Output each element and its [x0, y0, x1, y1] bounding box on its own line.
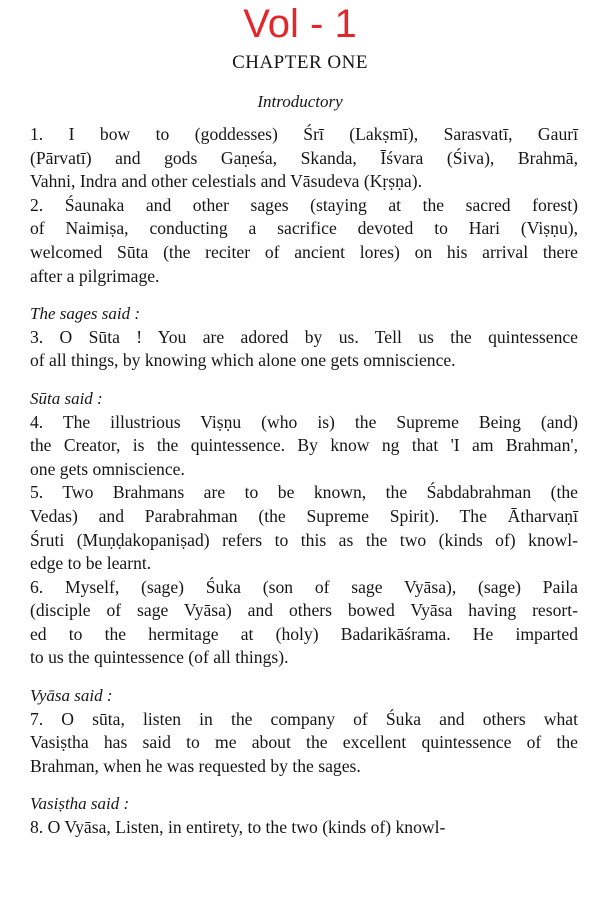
verse-line: after a pilgrimage. — [30, 265, 160, 286]
verse-line: of Naimiṣa, conducting a sacrifice devoted to Hari (Viṣṇu), — [30, 218, 578, 239]
verse-line: of all things, by knowing which alone one gets omniscience. — [30, 350, 456, 371]
verse-line: the Creator, is the quintessence. By know ng that 'I am Brahman', — [30, 435, 578, 456]
verse-line: Vahni, Indra and other celestials and Vāsudeva (Kṛṣṇa). — [30, 171, 422, 192]
verse-line: Vedas) and Parabrahman (the Supreme Spirit). The Ātharvaṇī — [30, 505, 578, 526]
speaker-heading: Vasiṣtha said : — [30, 794, 130, 814]
speaker-heading: Vyāsa said : — [30, 686, 113, 706]
verse-paragraph — [30, 576, 578, 670]
speaker-heading: The sages said : — [30, 304, 141, 324]
verse-line: Śruti (Muṇḍakopaniṣad) refers to this as the two (kinds of) knowl- — [30, 529, 578, 550]
verse-paragraph — [30, 708, 578, 779]
verse-paragraph — [30, 816, 578, 840]
verse-line: 4. The illustrious Viṣṇu (who is) the Supreme Being (and) — [30, 411, 578, 432]
verse-line: edge to be learnt. — [30, 553, 152, 574]
verse-paragraph — [30, 194, 578, 288]
verse-line: one gets omniscience. — [30, 458, 185, 479]
volume-label: Vol - 1 — [243, 2, 357, 46]
verse-line: to us the quintessence (of all things). — [30, 647, 289, 668]
verse-line: 7. O sūta, listen in the company of Śuka and others what — [30, 708, 578, 729]
verse-line: (Pārvatī) and gods Gaṇeśa, Skanda, Īśvara (Śiva), Brahmā, — [30, 147, 578, 168]
verse-line: welcomed Sūta (the reciter of ancient lores) on his arrival there — [30, 241, 578, 262]
verse-line: (disciple of sage Vyāsa) and others bowed Vyāsa having resort- — [30, 600, 578, 621]
verse-paragraph — [30, 481, 578, 575]
verse-line: 3. O Sūta ! You are adored by us. Tell us the quintessence — [30, 326, 578, 347]
verse-line: 6. Myself, (sage) Śuka (son of sage Vyāsa), (sage) Paila — [30, 576, 578, 597]
verse-paragraph — [30, 123, 578, 194]
speaker-heading: Sūta said : — [30, 388, 103, 408]
verse-line: 5. Two Brahmans are to be known, the Śabdabrahman (the — [30, 482, 578, 503]
verse-line: 2. Śaunaka and other sages (staying at the sacred forest) — [30, 194, 578, 215]
chapter-subtitle: Introductory — [257, 92, 343, 111]
verse-line: Brahman, when he was requested by the sages. — [30, 755, 361, 776]
verse-paragraph — [30, 411, 578, 482]
verse-line: 8. O Vyāsa, Listen, in entirety, to the two (kinds of) knowl- — [30, 817, 446, 838]
text-body — [30, 123, 578, 840]
chapter-title: CHAPTER ONE — [232, 52, 368, 73]
verse-paragraph — [30, 326, 578, 373]
verse-line: 1. I bow to (goddesses) Śrī (Lakṣmī), Sarasvatī, Gaurī — [30, 124, 578, 144]
verse-line: ed to the hermitage at (holy) Badarikāśrama. He imparted — [30, 623, 578, 644]
verse-line: Vasiṣtha has said to me about the excellent quintessence of the — [30, 732, 578, 753]
